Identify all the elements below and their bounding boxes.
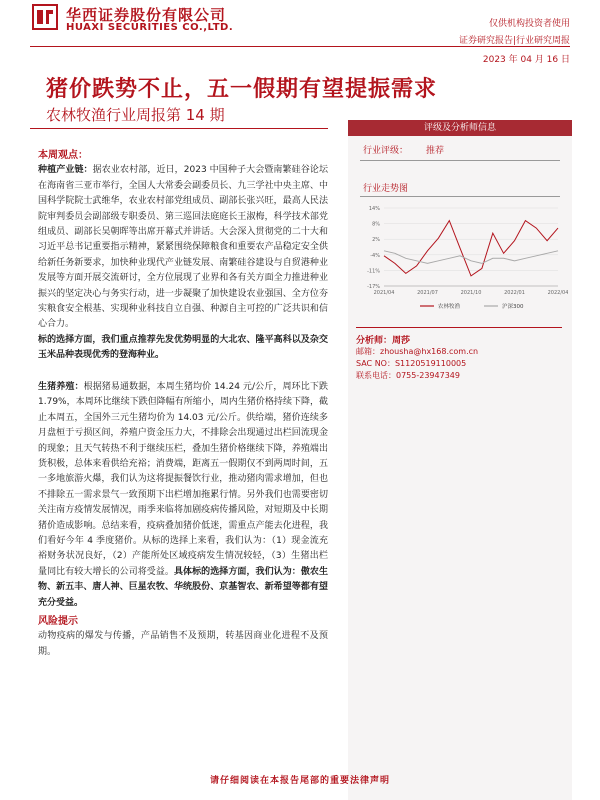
analyst-name: 分析师：周莎 bbox=[356, 336, 411, 346]
subtitle-divider bbox=[30, 128, 328, 129]
x-tick-label: 2021/07 bbox=[417, 290, 438, 296]
x-tick-label: 2021/10 bbox=[460, 290, 482, 296]
industry-trend-chart bbox=[358, 200, 568, 318]
section-heading-views: 本周观点： bbox=[38, 150, 88, 161]
rating-value: 推荐 bbox=[426, 146, 445, 156]
huaxi-logo-icon bbox=[32, 4, 58, 30]
company-name-en: HUAXI SECURITIES CO.,LTD. bbox=[66, 22, 234, 33]
risk-text: 动物疫病的爆发与传播，产品销售不及预期，转基因商业化进程不及预期。 bbox=[38, 631, 328, 657]
pig-text: 根据猪易通数据，本周生猪均价 14.24 元/公斤，周环比下跌 1.79%，本周环比继续下跌但降幅有所缩小，周内生猪价格持续下降，截止本周五，全国外三元生猪均价为 14.03 元/公斤。供给端，猪价连续多月盘桓于亏损区间，养殖户资金压力大，不排除会出现通过出栏回流现金的现象；且天气转热不利于继续压栏，叠加生猪价格继续下降，养殖端出货积极，总体来看供给充裕；消费端，距离五一假期仅不到两周时间，五一多地旅游火爆，我们认为这将提振餐饮行业，推动猪肉需求增加，但也不排除五一需求景气一致预期下出栏增加拖累行情。另外我们也需要密切关注南方疫情发展情况，雨季来临将加剧疫病传播风险，对短期及中长期猪价造成影响。总结来看，疫病叠加猪价低迷，需重点产能去化进程，我们看好今年 4 季度猪价。从标的选择上来看，我们认为：（1）现金流充裕财务状况良好，（2）产能所处区域疫病发生情况较轻，（3）生猪出栏量同比有较大增长的公司将受益。 bbox=[38, 382, 328, 577]
x-tick-label: 2021/04 bbox=[373, 290, 395, 296]
seed-conclusion: 标的选择方面，我们重点推荐先发优势明显的大北农、隆平高科以及杂交玉米品种表现优秀的登海种业。 bbox=[38, 334, 328, 361]
analyst-email[interactable]: 邮箱：zhousha@hx168.com.cn bbox=[356, 347, 479, 356]
x-tick-label: 2022/01 bbox=[504, 290, 525, 296]
y-tick-label: 8% bbox=[372, 221, 380, 228]
trend-divider bbox=[360, 196, 560, 197]
series-line bbox=[384, 221, 558, 276]
report-date: 2023 年 04 月 16 日 bbox=[482, 55, 570, 65]
weekly-views-section bbox=[38, 148, 328, 364]
usage-note: 仅供机构投资者使用 bbox=[488, 19, 570, 29]
legal-footer: 请仔细阅读在本报告尾部的重要法律声明 bbox=[209, 776, 390, 786]
seed-label: 种植产业链： bbox=[38, 165, 93, 176]
analyst-divider bbox=[356, 327, 562, 328]
pig-section bbox=[38, 380, 328, 611]
seed-text: 据农业农村部，近日，2023 中国种子大会暨南繁硅谷论坛在海南省三亚市举行，全国人大常委会副委员长、九三学社中央主席、中国科学院院士武维华，农业农村部党组成员、副部长张兴旺，最高人民法院审判委员会副部级专职委员、第三巡回法庭庭长王淑梅，科学技术部党组成员、副部长吴朝晖等出席开幕式并讲话。大会深入贯彻党的二十大和习近平总书记重要指示精神，紧紧围绕保障粮食和重要农产品稳定安全供给新任务新要求，加快种业现代产业链发展、南繁硅谷建设与自贸港种业发展等方面开展交流研讨，全方位展现了业界和各有关方面全力推进种业振兴的坚定决心与务实行动，进一步凝聚了加快建设农业强国、全方位夯实粮食安全根基、实现种业科技自立自强、种源自主可控的广泛共识和信心合力。 bbox=[38, 165, 328, 330]
legend-label: 沪深300 bbox=[502, 304, 524, 310]
risk-heading: 风险提示 bbox=[38, 616, 78, 627]
pig-paragraph bbox=[38, 380, 328, 611]
sidebar-title: 评级及分析师信息 bbox=[348, 120, 572, 136]
report-type: 证券研究报告|行业研究周报 bbox=[458, 36, 570, 46]
rating-divider bbox=[360, 160, 560, 161]
analyst-sac: SAC NO：S1120519110005 bbox=[356, 359, 467, 368]
seed-paragraph bbox=[38, 163, 328, 332]
y-tick-label: -4% bbox=[370, 252, 380, 259]
report-subtitle: 农林牧渔行业周报第 14 期 bbox=[46, 106, 225, 124]
legend-label: 农林牧渔 bbox=[438, 304, 461, 310]
analyst-phone: 联系电话：0755-23947349 bbox=[356, 371, 460, 380]
header-divider bbox=[30, 46, 570, 47]
y-tick-label: -17% bbox=[367, 284, 380, 290]
company-name-cn: 华西证券股份有限公司 bbox=[66, 6, 227, 24]
report-title: 猪价跌势不止，五一假期有望提振需求 bbox=[46, 77, 438, 102]
risk-section bbox=[38, 614, 328, 660]
y-tick-label: -11% bbox=[367, 268, 380, 275]
series-line bbox=[384, 251, 558, 264]
rating-row bbox=[363, 143, 444, 156]
x-tick-label: 2022/04 bbox=[547, 290, 568, 296]
y-tick-label: 14% bbox=[368, 206, 380, 212]
y-tick-label: 2% bbox=[372, 237, 380, 244]
pig-conclusion: 具体标的选择方面，我们认为：傲农生物、新五丰、唐人神、巨星农牧、华统股份、京基智农、新希望等都有望充分受益。 bbox=[38, 566, 328, 608]
pig-label: 生猪养殖： bbox=[38, 382, 84, 392]
trend-chart-title: 行业走势图 bbox=[363, 184, 409, 194]
rating-label: 行业评级： bbox=[363, 146, 409, 156]
